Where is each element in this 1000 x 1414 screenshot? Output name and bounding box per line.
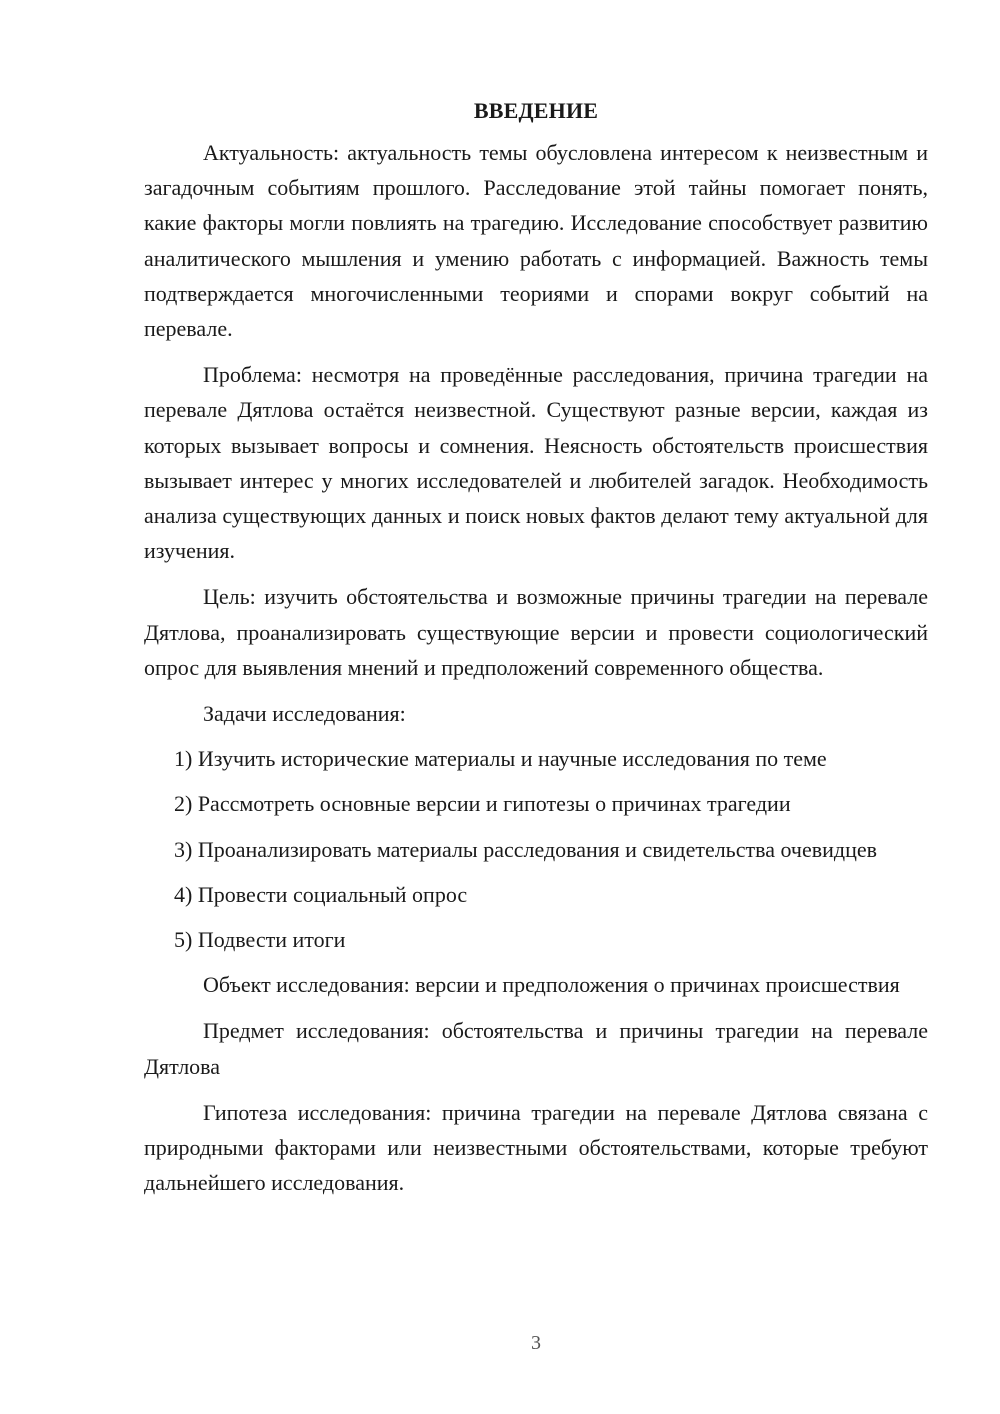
tasks-heading: Задачи исследования: — [203, 701, 406, 727]
list-item: 1) Изучить исторические материалы и научные исследования по теме — [174, 746, 827, 772]
paragraph-relevance: Актуальность: актуальность темы обусловлена интересом к неизвестным и загадочным событиям прошлого. Расследование этой тайны помогает понять, какие факторы могли повлиять на трагедию. Исследование способствует развитию аналитического мышления и умению работать с информацией. Важность темы подтверждается многочисленными теориями и спорами вокруг событий на перевале. — [144, 140, 928, 342]
paragraph-subject: Предмет исследования: обстоятельства и причины трагедии на перевале Дятлова — [144, 1018, 928, 1079]
document-page — [144, 96, 928, 1211]
paragraph-object: Объект исследования: версии и предположения о причинах происшествия — [203, 972, 900, 998]
paragraph-hypothesis: Гипотеза исследования: причина трагедии на перевале Дятлова связана с природными факторами или неизвестными обстоятельствами, которые требуют дальнейшего исследования. — [144, 1099, 928, 1196]
list-item: 3) Проанализировать материалы расследования и свидетельства очевидцев — [174, 836, 878, 862]
list-item: 5) Подвести итоги — [174, 927, 346, 953]
page-number: 3 — [531, 1332, 541, 1354]
paragraph-goal: Цель: изучить обстоятельства и возможные причины трагедии на перевале Дятлова, проанализировать существующие версии и провести социологический опрос для выявления мнений и предположений современного общества. — [144, 584, 928, 680]
list-item: 4) Провести социальный опрос — [174, 881, 468, 907]
page-title: ВВЕДЕНИЕ — [473, 98, 599, 123]
tasks-list — [144, 741, 928, 957]
paragraph-problem: Проблема: несмотря на проведённые расследования, причина трагедии на перевале Дятлова остаётся неизвестной. Существуют разные версии, каждая из которых вызывает вопросы и сомнения. Неясность обстоятельств происшествия вызывает интерес у многих исследователей и любителей загадок. Необходимость анализа существующих данных и поиск новых фактов делают тему актуальной для изучения. — [144, 362, 928, 564]
list-item: 2) Рассмотреть основные версии и гипотезы о причинах трагедии — [174, 791, 791, 817]
